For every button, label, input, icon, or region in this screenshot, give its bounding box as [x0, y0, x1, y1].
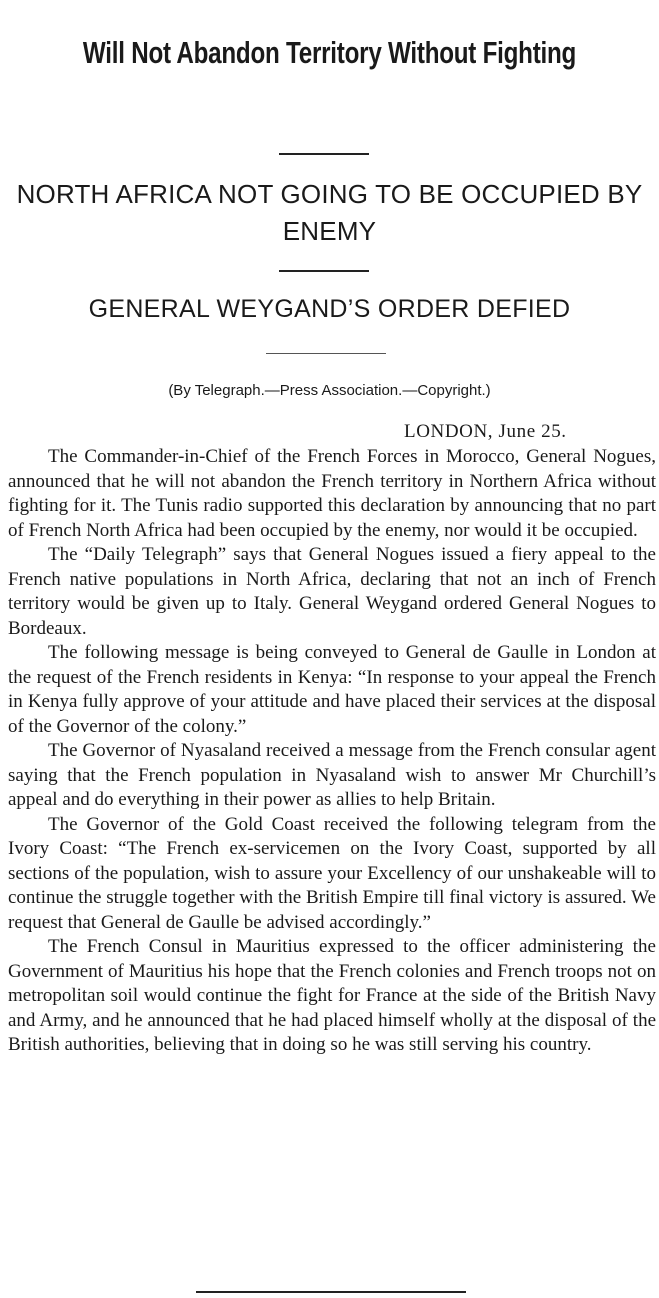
body-paragraph: The Governor of Nyasaland received a message from the French consular agent saying that the French population in Nyasaland wish to answer Mr Churchill’s appeal and do everything in their power as allies to help Britain.: [8, 740, 656, 810]
headline-divider: [279, 270, 369, 272]
dateline: LONDON, June 25.: [404, 421, 567, 442]
third-headline: GENERAL WEYGAND’S ORDER DEFIED: [88, 295, 571, 323]
press-credit: (By Telegraph.—Press Association.—Copyright.): [168, 382, 491, 399]
body-paragraph: The following message is being conveyed to General de Gaulle in London at the request of the French residents in Kenya: “In response to your appeal the French in Kenya fully approve of your attitude and have placed their services at the disposal of the Governor of the colony.”: [8, 642, 656, 737]
body-paragraph: The French Consul in Mauritius expressed to the officer administering the Government of Mauritius his hope that the French colonies and French troops not on metropolitan soil would continue the fight for France at the side of the British Navy and Army, and he announced that he had placed himself wholly at the disposal of the British authorities, believing that in doing so he was still serving his country.: [8, 936, 656, 1055]
end-rule: [196, 1291, 466, 1293]
article-body: [8, 445, 656, 1058]
headline-divider: [279, 153, 369, 155]
main-headline: Will Not Abandon Territory Without Fighting: [82, 35, 577, 70]
body-paragraph: The Commander-in-Chief of the French Forces in Morocco, General Nogues, announced that he will not abandon the French territory in Northern Africa without fighting for it. The Tunis radio supported this declaration by announcing that no part of French North Africa had been occupied by the enemy, nor would it be occupied.: [8, 446, 656, 541]
body-paragraph: The Governor of the Gold Coast received the following telegram from the Ivory Coast: “The French ex-servicemen on the Ivory Coast, supported by all sections of the population, wish to assure your Excellency of our unshakeable will to continue the struggle together with the British Empire till final victory is assured. We request that General de Gaulle be advised accordingly.”: [8, 813, 656, 933]
headline-divider: [266, 353, 386, 354]
second-headline: NORTH AFRICA NOT GOING TO BE OCCUPIED BY ENEMY: [16, 179, 643, 246]
body-paragraph: The “Daily Telegraph” says that General Nogues issued a fiery appeal to the French native populations in North Africa, declaring that not an inch of French territory would be given up to Italy. General Weygand ordered General Nogues to Bordeaux.: [8, 544, 656, 639]
